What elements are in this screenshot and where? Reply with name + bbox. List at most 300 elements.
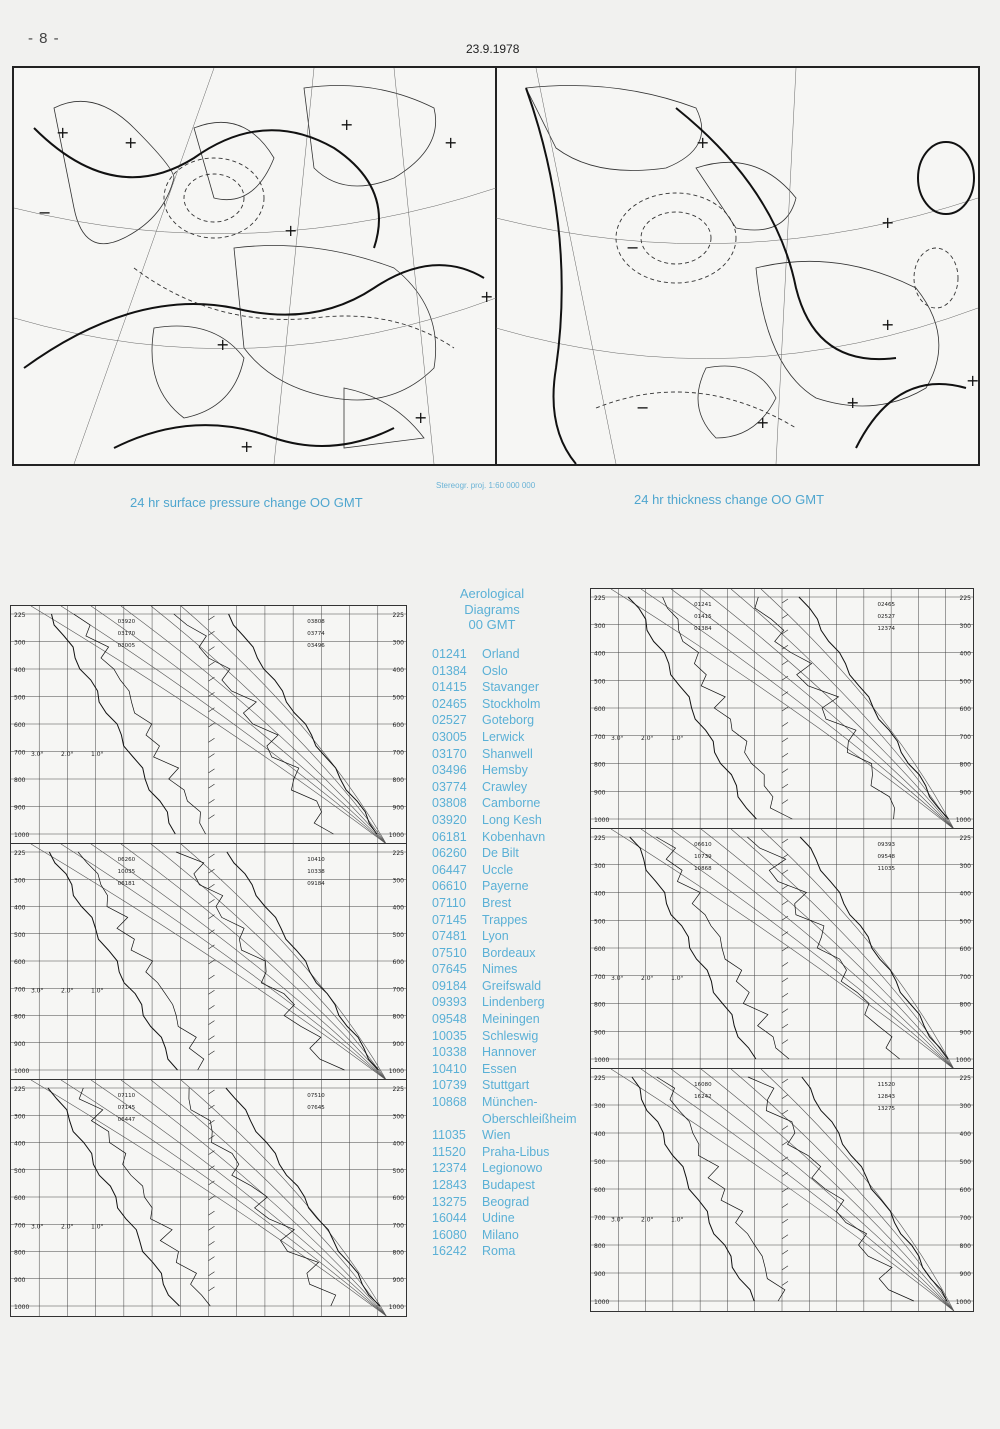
- aerological-diagram-6: [590, 1068, 974, 1312]
- diagram-station-id: 09184: [307, 881, 325, 887]
- station-code: 02527: [432, 713, 467, 728]
- station-code: 16080: [432, 1227, 467, 1242]
- diagram-station-id: 02527: [877, 614, 895, 620]
- pressure-level-label: 1000: [14, 1068, 30, 1075]
- right-map-geography: [526, 86, 939, 439]
- station-name: Meiningen: [482, 1012, 540, 1027]
- station-entry: [432, 712, 592, 729]
- pressure-level-label: 700: [14, 749, 26, 757]
- diagram-station-id: 01241: [694, 602, 712, 608]
- pressure-level-label: 800: [14, 777, 26, 784]
- legend-title-line: Diagrams: [464, 601, 520, 617]
- pressure-level-label: 900: [392, 1276, 404, 1284]
- svg-text:+: +: [124, 133, 138, 152]
- pressure-level-label: 1000: [594, 1057, 610, 1064]
- pressure-level-label: 900: [959, 789, 971, 797]
- station-entry: [432, 978, 592, 995]
- pressure-level-label: 700: [959, 733, 971, 741]
- svg-text:+: +: [756, 413, 770, 432]
- pressure-level-label: 300: [392, 1113, 404, 1121]
- pressure-level-label: 900: [14, 1040, 26, 1048]
- station-entry: [432, 1160, 592, 1177]
- pressure-level-label: 500: [392, 931, 404, 939]
- pressure-level-label: 700: [392, 986, 404, 994]
- station-name: Greifswald: [482, 978, 542, 993]
- pressure-level-label: 800: [594, 761, 606, 769]
- pressure-level-label: 900: [594, 1271, 606, 1278]
- station-code: 07645: [432, 962, 467, 977]
- pressure-level-label: 700: [392, 1222, 404, 1230]
- mixing-ratio-label: 2.0°: [641, 735, 654, 743]
- station-entry: [432, 1094, 592, 1127]
- pressure-level-label: 225: [392, 612, 404, 619]
- station-name: Kobenhavn: [482, 829, 546, 844]
- legend-title: [432, 586, 552, 633]
- station-code: 02465: [432, 696, 467, 711]
- diagram-station-id: 10868: [694, 866, 712, 872]
- pressure-level-label: 500: [959, 1159, 971, 1166]
- station-name: Milano: [482, 1227, 519, 1242]
- pressure-level-label: 800: [14, 1249, 26, 1257]
- station-code: 11035: [432, 1128, 466, 1143]
- pressure-level-label: 800: [959, 1243, 971, 1250]
- station-entry: [432, 729, 592, 746]
- station-code: 06610: [432, 879, 467, 894]
- pressure-level-label: 900: [594, 789, 606, 797]
- weather-maps: [12, 66, 980, 466]
- mixing-ratio-label: 1.0°: [671, 735, 684, 743]
- pressure-level-label: 1000: [955, 1057, 971, 1064]
- station-code: 03496: [432, 763, 467, 778]
- pressure-level-label: 800: [959, 1001, 971, 1009]
- pressure-level-label: 400: [594, 650, 606, 658]
- pressure-level-label: 225: [594, 595, 606, 602]
- pressure-level-label: 700: [594, 1215, 606, 1222]
- pressure-level-label: 300: [959, 622, 971, 630]
- pressure-level-label: 225: [959, 595, 971, 602]
- pressure-level-label: 300: [594, 1103, 606, 1110]
- diagram-station-id: 07110: [117, 1093, 136, 1099]
- pressure-level-label: 300: [14, 639, 26, 647]
- station-name: Bordeaux: [482, 945, 536, 960]
- pressure-level-label: 1000: [14, 832, 30, 839]
- pressure-level-label: 700: [959, 973, 971, 981]
- pressure-level-label: 900: [392, 804, 404, 812]
- station-entry: [432, 1177, 592, 1194]
- station-code: 09548: [432, 1012, 467, 1027]
- pressure-level-label: 225: [14, 850, 26, 857]
- station-name: Crawley: [482, 779, 528, 794]
- pressure-level-label: 1000: [14, 1304, 30, 1311]
- station-code: 01384: [432, 663, 467, 678]
- pressure-level-label: 400: [14, 904, 26, 912]
- station-name: Praha-Libus: [482, 1144, 550, 1159]
- legend-title-line: 00 GMT: [468, 617, 516, 632]
- station-entry: [432, 1144, 592, 1161]
- station-name: Hemsby: [482, 763, 528, 778]
- station-code: 11520: [432, 1144, 466, 1159]
- left-map-isolines: [24, 128, 484, 448]
- station-name: Camborne: [482, 796, 541, 811]
- pressure-level-label: 600: [959, 706, 971, 713]
- svg-text:+: +: [56, 123, 70, 142]
- station-name: Stockholm: [482, 696, 541, 711]
- station-entry: [432, 812, 592, 829]
- pressure-level-label: 900: [959, 1271, 971, 1278]
- pressure-level-label: 300: [959, 1103, 971, 1110]
- station-name: Payerne: [482, 879, 529, 894]
- right-map-caption: 24 hr thickness change OO GMT: [634, 492, 825, 507]
- pressure-level-label: 900: [959, 1029, 971, 1037]
- pressure-level-label: 600: [392, 1195, 404, 1202]
- station-entry: [432, 1227, 592, 1244]
- station-code: 06260: [432, 846, 467, 861]
- station-entry: [432, 795, 592, 812]
- pressure-level-label: 600: [594, 946, 606, 953]
- station-entry: [432, 945, 592, 962]
- station-entry: [432, 845, 592, 862]
- mixing-ratio-label: 2.0°: [61, 1223, 74, 1231]
- diagram-station-id: 07145: [117, 1105, 136, 1111]
- svg-text:+: +: [216, 335, 230, 354]
- pressure-level-label: 600: [392, 722, 404, 729]
- pressure-level-label: 900: [14, 804, 26, 812]
- mixing-ratio-label: 2.0°: [61, 750, 74, 758]
- svg-text:+: +: [340, 115, 354, 134]
- mixing-ratio-label: 1.0°: [91, 1223, 104, 1231]
- pressure-level-label: 225: [14, 1086, 26, 1093]
- mixing-ratio-label: 2.0°: [61, 987, 74, 995]
- mixing-ratio-label: 3.0°: [611, 975, 624, 983]
- pressure-level-label: 400: [392, 904, 404, 912]
- pressure-level-label: 500: [14, 931, 26, 939]
- station-code: 07481: [432, 929, 467, 944]
- station-name: Stavanger: [482, 680, 539, 695]
- station-name: Long Kesh: [482, 812, 542, 827]
- pressure-level-label: 600: [392, 959, 404, 966]
- station-entry: [432, 1077, 592, 1094]
- station-entry: [432, 1210, 592, 1227]
- svg-text:+: +: [284, 221, 298, 240]
- mixing-ratio-label: 3.0°: [31, 987, 44, 995]
- diagram-station-id: 07645: [307, 1105, 325, 1111]
- pressure-level-label: 225: [392, 1086, 404, 1093]
- station-name: Schleswig: [482, 1028, 539, 1043]
- station-entry: [432, 912, 592, 929]
- diagram-station-id: 06181: [117, 881, 136, 887]
- pressure-level-label: 1000: [388, 832, 404, 839]
- station-name: Lerwick: [482, 729, 525, 744]
- pressure-level-label: 700: [594, 973, 606, 981]
- station-code: 16242: [432, 1244, 467, 1259]
- diagram-station-id: 03774: [307, 631, 325, 637]
- pressure-level-label: 800: [959, 761, 971, 769]
- station-code: 07145: [432, 912, 467, 927]
- station-code: 10035: [432, 1028, 467, 1043]
- pressure-level-label: 300: [959, 862, 971, 870]
- pressure-level-label: 500: [959, 918, 971, 926]
- mixing-ratio-label: 3.0°: [31, 1223, 44, 1231]
- left-map-geography: [54, 86, 436, 449]
- diagram-station-id: 13275: [877, 1106, 895, 1112]
- pressure-level-label: 800: [392, 1013, 404, 1021]
- pressure-level-label: 400: [959, 1131, 971, 1138]
- station-code: 03774: [432, 779, 467, 794]
- map-drawing: [14, 68, 978, 464]
- pressure-level-label: 800: [594, 1243, 606, 1250]
- aerological-diagram-4: [590, 588, 974, 830]
- pressure-level-label: 225: [594, 835, 606, 842]
- diagram-station-id: 06447: [117, 1117, 136, 1123]
- station-name: De Bilt: [482, 846, 519, 861]
- station-entry: [432, 779, 592, 796]
- pressure-level-label: 600: [14, 959, 26, 966]
- mixing-ratio-label: 1.0°: [671, 1216, 684, 1224]
- svg-text:−: −: [636, 398, 650, 417]
- svg-text:+: +: [696, 133, 710, 152]
- station-name: Hannover: [482, 1045, 537, 1060]
- pressure-level-label: 400: [594, 890, 606, 898]
- pressure-level-label: 600: [959, 946, 971, 953]
- station-entry: [432, 1194, 592, 1211]
- pressure-level-label: 700: [959, 1215, 971, 1222]
- mixing-ratio-label: 3.0°: [611, 735, 624, 743]
- mixing-ratio-label: 1.0°: [671, 975, 684, 983]
- aerological-diagram-5: [590, 828, 974, 1070]
- pressure-level-label: 1000: [388, 1068, 404, 1075]
- station-name: Goteborg: [482, 713, 535, 728]
- diagram-station-id: 06610: [694, 842, 712, 848]
- station-name: Udine: [482, 1211, 515, 1226]
- pressure-level-label: 300: [14, 1113, 26, 1121]
- pressure-level-label: 500: [594, 918, 606, 926]
- station-entry: [432, 679, 592, 696]
- station-name: München-Oberschleißheim: [482, 1095, 577, 1126]
- pressure-level-label: 600: [14, 722, 26, 729]
- station-entry: [432, 994, 592, 1011]
- pressure-level-label: 225: [14, 612, 26, 619]
- station-name: Legionowo: [482, 1161, 543, 1176]
- station-code: 03808: [432, 796, 467, 811]
- mixing-ratio-label: 3.0°: [611, 1216, 624, 1224]
- station-name: Orland: [482, 647, 520, 661]
- pressure-level-label: 700: [14, 1222, 26, 1230]
- aerological-diagram-3: [10, 1079, 407, 1317]
- diagram-station-id: 09548: [877, 854, 895, 860]
- pressure-level-label: 500: [14, 694, 26, 702]
- pressure-level-label: 1000: [955, 817, 971, 824]
- pressure-level-label: 1000: [594, 1299, 610, 1306]
- station-code: 10338: [432, 1045, 467, 1060]
- svg-text:−: −: [626, 238, 640, 257]
- diagram-station-id: 03170: [117, 631, 136, 637]
- pressure-level-label: 1000: [594, 817, 610, 824]
- station-code: 10868: [432, 1095, 467, 1110]
- diagram-station-id: 10035: [117, 869, 136, 875]
- station-entry: [432, 696, 592, 713]
- diagram-station-id: 16242: [694, 1094, 712, 1100]
- pressure-level-label: 400: [14, 1140, 26, 1148]
- pressure-level-label: 900: [14, 1276, 26, 1284]
- pressure-level-label: 400: [14, 667, 26, 674]
- left-map-caption: 24 hr surface pressure change OO GMT: [130, 495, 363, 510]
- pressure-level-label: 600: [959, 1187, 971, 1194]
- station-entry: [432, 663, 592, 680]
- station-entry: [432, 961, 592, 978]
- left-map-symbols: [38, 115, 493, 456]
- station-entry: [432, 878, 592, 895]
- station-name: Budapest: [482, 1178, 535, 1192]
- station-code: 01241: [432, 647, 467, 661]
- pressure-level-label: 800: [392, 777, 404, 784]
- diagram-station-id: 03808: [307, 619, 325, 625]
- station-name: Stuttgart: [482, 1078, 530, 1093]
- diagram-station-id: 03005: [117, 643, 136, 649]
- station-code: 03170: [432, 746, 467, 761]
- pressure-level-label: 800: [392, 1249, 404, 1257]
- station-name: Roma: [482, 1244, 516, 1259]
- page-date: 23.9.1978: [466, 42, 520, 56]
- diagram-station-id: 07510: [307, 1093, 325, 1099]
- station-entry: [432, 928, 592, 945]
- right-map-isolines: [526, 88, 974, 464]
- diagram-station-id: 12374: [877, 626, 895, 632]
- diagram-station-id: 01384: [694, 626, 712, 632]
- mixing-ratio-label: 3.0°: [31, 750, 44, 758]
- diagram-station-id: 11035: [877, 866, 895, 872]
- pressure-level-label: 500: [959, 678, 971, 686]
- station-entry: [432, 762, 592, 779]
- diagram-station-id: 12843: [877, 1094, 895, 1100]
- svg-text:+: +: [444, 133, 458, 152]
- station-code: 12843: [432, 1178, 467, 1192]
- station-entry: [432, 1243, 592, 1260]
- pressure-level-label: 500: [14, 1167, 26, 1175]
- pressure-level-label: 500: [594, 678, 606, 686]
- diagram-station-id: 10338: [307, 869, 325, 875]
- pressure-level-label: 300: [594, 862, 606, 870]
- station-code: 03920: [432, 812, 467, 827]
- station-name: Nimes: [482, 962, 518, 977]
- svg-text:+: +: [240, 437, 254, 456]
- station-code: 12374: [432, 1161, 467, 1176]
- station-name: Lyon: [482, 929, 509, 944]
- pressure-level-label: 225: [392, 850, 404, 857]
- diagram-station-id: 03496: [307, 643, 325, 649]
- svg-text:+: +: [846, 393, 860, 412]
- legend-title-line: Aerological: [459, 586, 525, 601]
- page-number: - 8 -: [28, 30, 60, 47]
- station-list: [432, 646, 592, 1260]
- pressure-level-label: 500: [392, 1167, 404, 1175]
- station-name: Wien: [482, 1128, 511, 1143]
- station-name: Lindenberg: [482, 995, 545, 1010]
- mixing-ratio-label: 1.0°: [91, 987, 104, 995]
- pressure-level-label: 225: [959, 1075, 971, 1082]
- pressure-level-label: 225: [594, 1075, 606, 1082]
- station-code: 01415: [432, 680, 467, 695]
- station-entry: [432, 746, 592, 763]
- aerological-diagram-2: [10, 843, 407, 1081]
- svg-text:+: +: [414, 408, 428, 427]
- station-code: 06181: [432, 829, 467, 844]
- mixing-ratio-label: 1.0°: [91, 750, 104, 758]
- pressure-level-label: 1000: [388, 1304, 404, 1311]
- pressure-level-label: 600: [14, 1195, 26, 1202]
- pressure-level-label: 300: [392, 639, 404, 647]
- pressure-level-label: 500: [392, 694, 404, 702]
- station-name: Uccle: [482, 862, 514, 877]
- pressure-level-label: 600: [594, 1187, 606, 1194]
- svg-text:+: +: [480, 287, 494, 306]
- pressure-level-label: 400: [392, 667, 404, 674]
- station-entry: [432, 1044, 592, 1061]
- station-entry: [432, 1061, 592, 1078]
- pressure-level-label: 700: [594, 733, 606, 741]
- station-name: Brest: [482, 895, 512, 910]
- projection-caption: Stereogr. proj. 1:60 000 000: [436, 481, 536, 490]
- diagram-station-id: 10410: [307, 857, 325, 863]
- svg-text:−: −: [38, 203, 52, 222]
- station-entry: [432, 1028, 592, 1045]
- diagram-station-id: 03920: [117, 619, 136, 625]
- station-name: Shanwell: [482, 746, 533, 761]
- station-code: 16044: [432, 1211, 467, 1226]
- pressure-level-label: 300: [392, 877, 404, 885]
- diagram-station-id: 16080: [694, 1082, 712, 1088]
- pressure-level-label: 500: [594, 1159, 606, 1166]
- pressure-level-label: 300: [14, 877, 26, 885]
- station-code: 09184: [432, 978, 467, 993]
- station-name: Oslo: [482, 663, 508, 678]
- station-code: 10739: [432, 1078, 467, 1093]
- diagram-station-id: 02465: [877, 602, 895, 608]
- diagram-station-id: 01415: [694, 614, 712, 620]
- station-code: 06447: [432, 862, 467, 877]
- pressure-level-label: 400: [959, 650, 971, 658]
- pressure-level-label: 300: [594, 622, 606, 630]
- pressure-level-label: 400: [392, 1140, 404, 1148]
- station-entry: [432, 829, 592, 846]
- station-name: Essen: [482, 1061, 517, 1076]
- station-code: 09393: [432, 995, 467, 1010]
- station-entry: [432, 862, 592, 879]
- pressure-level-label: 900: [594, 1029, 606, 1037]
- station-code: 13275: [432, 1194, 467, 1209]
- station-code: 03005: [432, 729, 467, 744]
- diagram-station-id: 06260: [117, 857, 136, 863]
- station-code: 07110: [432, 895, 466, 910]
- pressure-level-label: 225: [959, 835, 971, 842]
- svg-text:+: +: [881, 315, 895, 334]
- diagram-station-id: 09393: [877, 842, 895, 848]
- pressure-level-label: 400: [594, 1131, 606, 1138]
- pressure-level-label: 800: [14, 1013, 26, 1021]
- pressure-level-label: 800: [594, 1001, 606, 1009]
- station-entry: [432, 1127, 592, 1144]
- station-entry: [432, 1011, 592, 1028]
- svg-text:+: +: [881, 213, 895, 232]
- station-code: 10410: [432, 1061, 467, 1076]
- pressure-level-label: 600: [594, 706, 606, 713]
- station-name: Trappes: [482, 912, 528, 927]
- station-code: 07510: [432, 945, 467, 960]
- pressure-level-label: 400: [959, 890, 971, 898]
- station-name: Beograd: [482, 1194, 530, 1209]
- mixing-ratio-label: 2.0°: [641, 975, 654, 983]
- station-entry: [432, 895, 592, 912]
- svg-text:+: +: [966, 371, 980, 390]
